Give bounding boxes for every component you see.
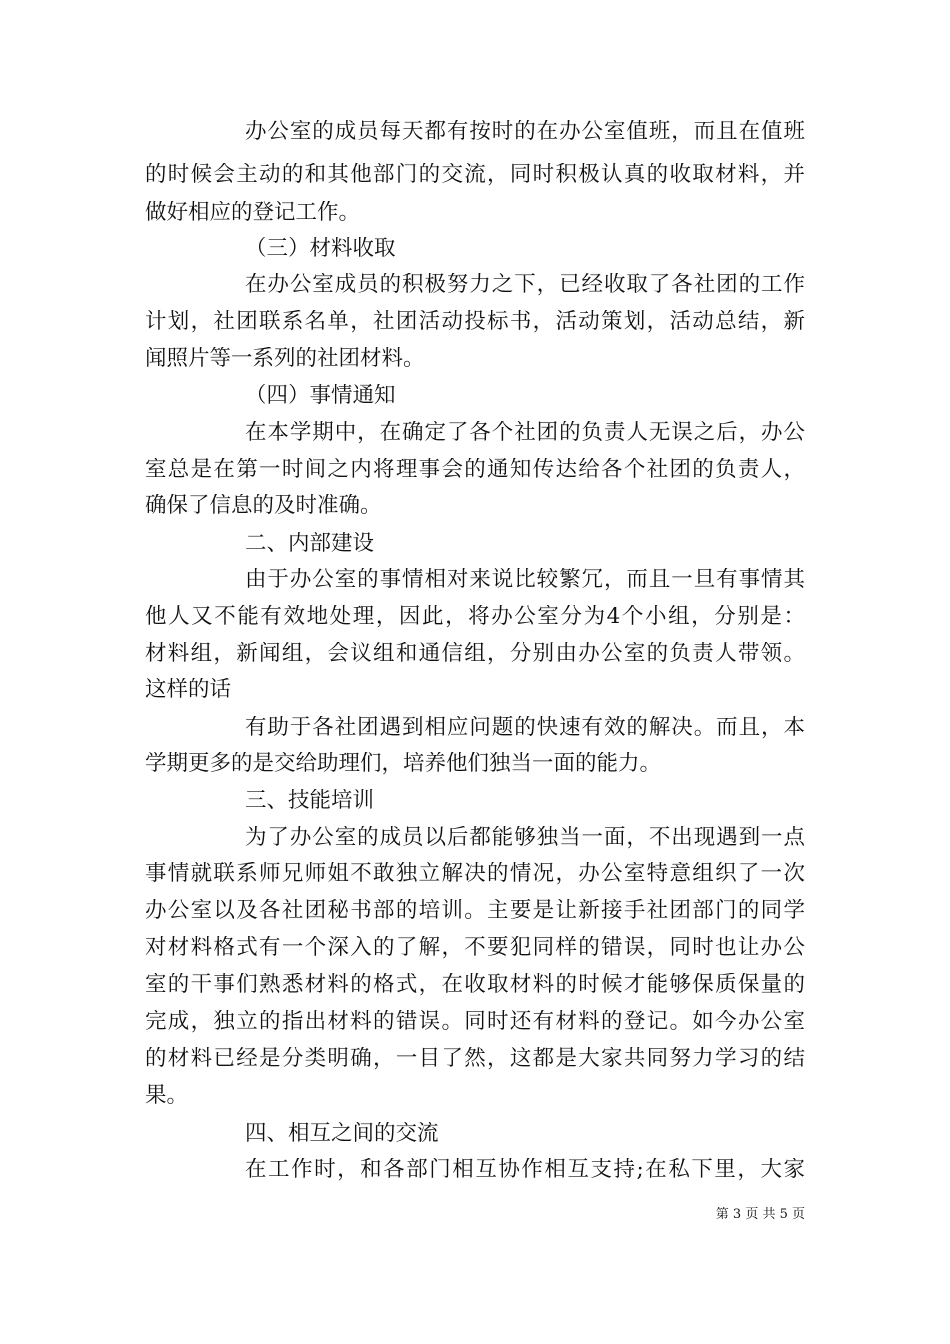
section-heading: （四）事情通知 bbox=[245, 384, 396, 408]
paragraph-line: 果。 bbox=[145, 1084, 189, 1108]
paragraph-line: 事情就联系师兄师姐不敢独立解决的情况，办公室特意组织了一次 bbox=[145, 862, 805, 886]
section-heading: 三、技能培训 bbox=[245, 789, 375, 813]
paragraph-line: 室的干事们熟悉材料的格式，在收取材料的时候才能够保质保量的 bbox=[145, 973, 805, 997]
paragraph-line: 在办公室成员的积极努力之下，已经收取了各社团的工作 bbox=[245, 273, 805, 297]
paragraph-line: 学期更多的是交给助理们，培养他们独当一面的能力。 bbox=[145, 752, 662, 776]
paragraph-line: 做好相应的登记工作。 bbox=[145, 201, 361, 225]
paragraph-line: 办公室以及各社团秘书部的培训。主要是让新接手社团部门的同学 bbox=[145, 899, 805, 923]
paragraph-line: 确保了信息的及时准确。 bbox=[145, 494, 382, 518]
paragraph-line: 对材料格式有一个深入的了解，不要犯同样的错误，同时也让办公 bbox=[145, 936, 805, 960]
section-heading: 二、内部建设 bbox=[245, 532, 375, 556]
paragraph-line: 计划，社团联系名单，社团活动投标书，活动策划，活动总结，新 bbox=[145, 310, 805, 334]
paragraph-line: 材料组，新闻组，会议组和通信组，分别由办公室的负责人带领。 bbox=[145, 642, 805, 666]
paragraph-line: 的时候会主动的和其他部门的交流，同时积极认真的收取材料，并 bbox=[145, 163, 805, 187]
paragraph-line: 在本学期中，在确定了各个社团的负责人无误之后，办公 bbox=[245, 421, 805, 445]
paragraph-line: 在工作时，和各部门相互协作相互支持;在私下里，大家 bbox=[245, 1158, 805, 1182]
paragraph-line: 这样的话 bbox=[145, 678, 232, 702]
paragraph-line: 闻照片等一系列的社团材料。 bbox=[145, 347, 425, 371]
paragraph-line: 室总是在第一时间之内将理事会的通知传达给各个社团的负责人， bbox=[145, 458, 805, 482]
paragraph-line: 完成，独立的指出材料的错误。同时还有材料的登记。如今办公室 bbox=[145, 1010, 805, 1034]
paragraph-line: 的材料已经是分类明确，一目了然，这都是大家共同努力学习的结 bbox=[145, 1047, 805, 1071]
paragraph-line: 他人又不能有效地处理，因此，将办公室分为4个小组，分别是： bbox=[145, 605, 805, 629]
paragraph-line: 由于办公室的事情相对来说比较繁冗，而且一旦有事情其 bbox=[245, 568, 805, 592]
paragraph-line: 为了办公室的成员以后都能够独当一面，不出现遇到一点 bbox=[245, 826, 805, 850]
section-heading: 四、相互之间的交流 bbox=[245, 1122, 439, 1146]
paragraph-line: 办公室的成员每天都有按时的在办公室值班，而且在值班 bbox=[245, 120, 805, 144]
paragraph-line: 有助于各社团遇到相应问题的快速有效的解决。而且，本 bbox=[245, 716, 805, 740]
section-heading: （三）材料收取 bbox=[245, 237, 396, 261]
page-number: 第 3 页 共 5 页 bbox=[715, 1207, 805, 1222]
